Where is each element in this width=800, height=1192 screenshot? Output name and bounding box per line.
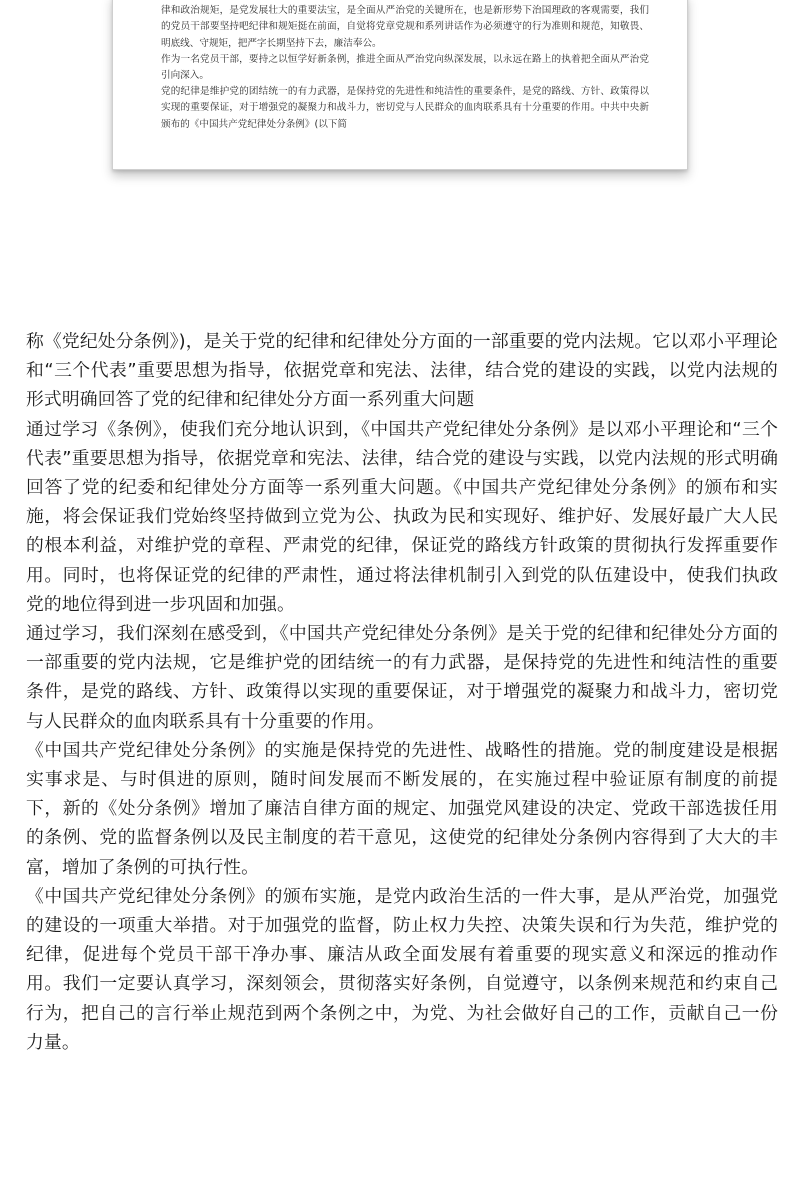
document-body-text xyxy=(26,327,778,1057)
body-paragraph: 通过学习，我们深刻在感受到，《中国共产党纪律处分条例》是关于党的纪律和纪律处分方面的一部重要的党内法规，它是维护党的团结统一的有力武器，是保持党的先进性和纯洁性的重要条件，是党的路线、方针、政策得以实现的重要保证，对于增强党的凝聚力和战斗力，密切党与人民群众的血肉联系具有十分重要的作用。 xyxy=(26,623,778,732)
preview-text-block xyxy=(161,0,649,133)
body-paragraph: 《中国共产党纪律处分条例》的实施是保持党的先进性、战略性的措施。党的制度建设是根据实事求是、与时俱进的原则，随时间发展而不断发展的，在实施过程中验证原有制度的前提下，新的《处分条例》增加了廉洁自律方面的规定、加强党风建设的决定、党政干部选拔任用的条例、党的监督条例以及民主制度的若干意见，这使党的纪律处分条例内容得到了大大的丰富，增加了条例的可执行性。 xyxy=(26,739,778,878)
preview-paragraph: 党的纪律是维护党的团结统一的有力武器，是保持党的先进性和纯洁性的重要条件，是党的路线、方针、政策得以实现的重要保证，对于增强党的凝聚力和战斗力，密切党与人民群众的血肉联系具有十分重要的作用。中共中央新颁布的《中国共产党纪律处分条例》(以下简 xyxy=(161,86,649,130)
preview-paragraph: 律和政治规矩，是党发展壮大的重要法宝，是全面从严治党的关键所在，也是新形势下治国理政的客观需要，我们的党员干部要坚持吧纪律和规矩挺在前面，自觉将党章党规和系列讲话作为必须遵守的行为准则和规范，知敬畏、明底线、守规矩，把严字长期坚持下去，廉洁奉公。 xyxy=(161,5,649,49)
body-paragraph: 通过学习《条例》，使我们充分地认识到，《中国共产党纪律处分条例》是以邓小平理论和“三个代表”重要思想为指导，依据党章和宪法、法律，结合党的建设与实践，以党内法规的形式明确回答了党的纪委和纪律处分方面等一系列重大问题。《中国共产党纪律处分条例》的颁布和实施，将会保证我们党始终坚持做到立党为公、执政为民和实现好、维护好、发展好最广大人民的根本利益，对维护党的章程、严肃党的纪律，保证党的路线方针政策的贯彻执行发挥重要作用。同时，也将保证党的纪律的严肃性，通过将法律机制引入到党的队伍建设中，使我们执政党的地位得到进一步巩固和加强。 xyxy=(26,418,778,615)
preview-paragraph: 作为一名党员干部，要持之以恒学好新条例，推进全面从严治党向纵深发展，以永远在路上的执着把全面从严治党引向深入。 xyxy=(161,53,649,82)
document-preview-card xyxy=(112,0,688,170)
body-paragraph: 称《党纪处分条例》)，是关于党的纪律和纪律处分方面的一部重要的党内法规。它以邓小平理论和“三个代表”重要思想为指导，依据党章和宪法、法律，结合党的建设的实践，以党内法规的形式明确回答了党的纪律和纪律处分方面一系列重大问题 xyxy=(26,331,778,411)
body-paragraph: 《中国共产党纪律处分条例》的颁布实施，是党内政治生活的一件大事，是从严治党，加强党的建设的一项重大举措。对于加强党的监督，防止权力失控、决策失误和行为失范，维护党的纪律，促进每个党员干部干净办事、廉洁从政全面发展有着重要的现实意义和深远的推动作用。我们一定要认真学习，深刻领会，贯彻落实好条例，自觉遵守，以条例来规范和约束自己行为，把自己的言行举止规范到两个条例之中，为党、为社会做好自己的工作，贡献自己一份力量。 xyxy=(26,885,778,1053)
